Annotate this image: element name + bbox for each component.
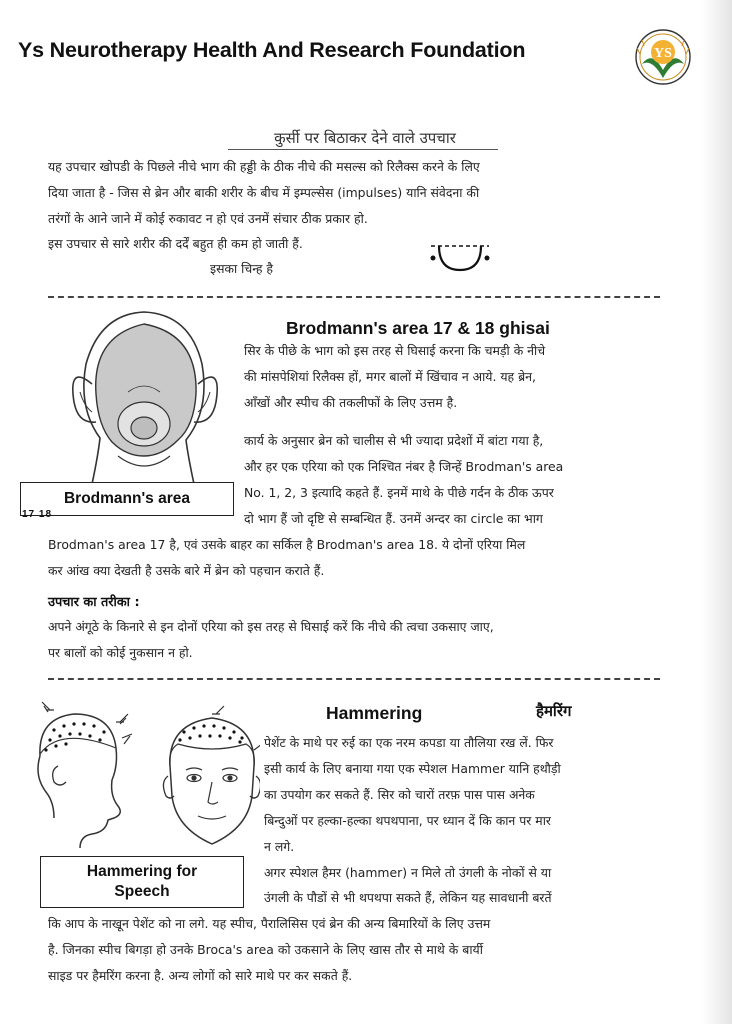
section2-line: दो भाग हैं जो दृष्टि से सम्बन्धित हैं. उनमें अन्दर का circle का भाग — [244, 511, 543, 526]
section1-line: तरंगों के आने जाने में कोई रुकावट न हो एवं उनमें संचार ठीक प्रकार हो. — [48, 211, 368, 226]
section3-line: का उपयोग कर सकते हैं. सिर को चारों तरफ़ पास पास अनेक — [264, 787, 535, 802]
section2-line: Brodman's area 17 है, एवं उसके बाहर का सर्किल है Brodman's area 18. ये दोनों एरिया मिल — [48, 537, 526, 552]
section1-line: इस उपचार से सारे शरीर की दर्दें बहुत ही कम हो जाती हैं. — [48, 236, 303, 251]
section2-line: आँखों और स्पीच की तकलीफों के लिए उत्तम है. — [244, 395, 458, 410]
hammering-caption-box — [40, 856, 244, 908]
method-line: अपने अंगूठे के किनारे से इन दोनों एरिया को इस तरह से घिसाई करें कि नीचे की त्वचा उकसाए जाए, — [48, 619, 494, 634]
symbol-label: इसका चिन्ह है — [210, 261, 274, 276]
brodmann-caption-text: Brodmann's area — [63, 490, 190, 507]
hammering-caption-text: Hammering for Speech — [86, 863, 198, 900]
section2-line: No. 1, 2, 3 इत्यादि कहते हैं. इनमें माथे के पीछे गर्दन के ठीक ऊपर — [244, 485, 554, 500]
page-edge-shadow — [702, 0, 732, 1024]
hammering-illustration — [20, 696, 260, 858]
brodmann-caption-box — [20, 482, 234, 516]
section3-title-hindi: हैमरिंग — [536, 702, 572, 720]
section3-line: अगर स्पेशल हैमर (hammer) न मिले तो उंगली के नोकों से या — [264, 865, 552, 880]
section3-line: पेशेंट के माथे पर रुई का एक नरम कपडा या तौलिया रख लें. फिर — [264, 735, 554, 750]
section3-line: कि आप के नाखून पेशेंट को ना लगे. यह स्पीच, पैरालिसिस एवं ब्रेन की अन्य बिमारियों के लिए उत्तम — [48, 916, 491, 931]
section3-line: साइड पर हैमरिंग करना है. अन्य लोगों को सारे माथे पर कर सकते हैं. — [48, 968, 353, 983]
section3-line: बिन्दुओं पर हल्का-हल्का थपथपाना, पर ध्यान दें कि कान पर मार — [264, 813, 551, 828]
section3-line: इसी कार्य के लिए बनाया गया एक स्पेशल Hammer यानि हथौड़ी — [264, 761, 561, 776]
header — [18, 28, 708, 88]
logo-text: YS — [654, 46, 672, 61]
section2-line: और हर एक एरिया को एक निश्चित नंबर है जिन्हें Brodman's area — [244, 459, 564, 474]
organization-title: Ys Neurotherapy Health And Research Foundation — [18, 38, 526, 62]
section3-title: Hammering — [326, 703, 423, 723]
back-of-head-illustration — [52, 306, 242, 482]
section-divider — [48, 296, 660, 298]
lotus-leaf-logo-icon — [634, 28, 692, 86]
treatment-symbol-icon — [425, 236, 495, 278]
section1-line: दिया जाता है - जिस से ब्रेन और बाकी शरीर के बीच में इम्पल्सेस (impulses) यानि संवेदना की — [48, 185, 480, 200]
section2-title: Brodmann's area 17 & 18 ghisai — [286, 318, 550, 338]
method-heading: उपचार का तरीका : — [48, 595, 140, 610]
section3-line: है. जिनका स्पीच बिगड़ा हो उनके Broca's area को उकसाने के लिए खास तौर से माथे के बार्यी — [48, 942, 483, 957]
section2-line: कार्य के अनुसार ब्रेन को चालीस से भी ज्यादा प्रदेशों में बांटा गया है, — [244, 433, 544, 448]
section2-line: कर आंख क्या देखती है उसके बारे में ब्रेन को पहचान कराते हैं. — [48, 563, 325, 578]
section2-line: सिर के पीछे के भाग को इस तरह से घिसाई करना कि चमड़ी के नीचे — [244, 343, 546, 358]
section1-line: यह उपचार खोपडी के पिछले नीचे भाग की हड्डी के ठीक नीचे की मसल्स को रिलैक्स करने के लिए — [48, 159, 480, 174]
section-divider — [48, 678, 660, 680]
section3-line: उंगली के पौडों से भी थपथपा सकते हैं, लेकिन यह सावधानी बरतें — [264, 890, 552, 905]
section3-line: न लगे. — [264, 839, 295, 854]
section1-title-underline — [228, 149, 498, 150]
method-line: पर बालों को कोई नुकसान न हो. — [48, 645, 193, 660]
brodmann-caption-cut-text: 17 18 — [22, 509, 53, 520]
section1-title: कुर्सी पर बिठाकर देने वाले उपचार — [274, 129, 456, 147]
section2-line: की मांसपेशियां रिलैक्स हों, मगर बालों में खिंचाव न आये. यह ब्रेन, — [244, 369, 536, 384]
